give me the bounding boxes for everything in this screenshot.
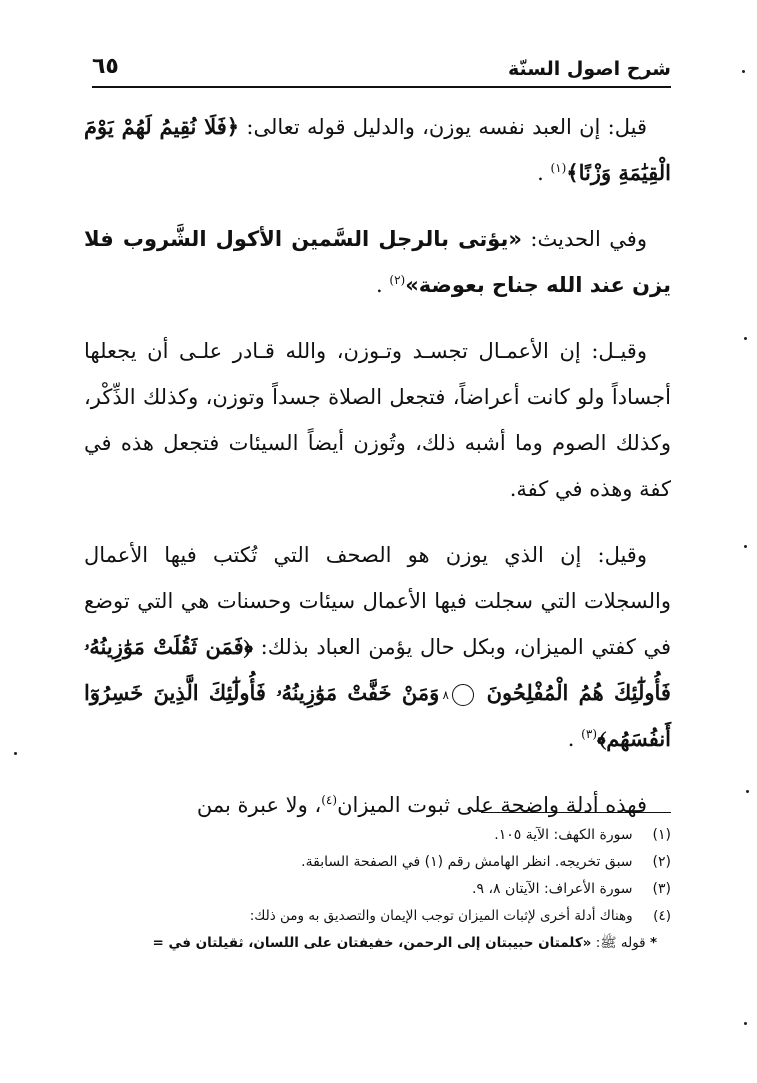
margin-speck: [746, 790, 749, 793]
p2-intro: وفي الحديث:: [530, 227, 647, 251]
p1-end: .: [537, 161, 544, 185]
margin-speck: [744, 337, 747, 340]
footnote-ref-2[interactable]: (٢): [389, 273, 406, 287]
p4-intro: وقيل: إن الذي يوزن هو الصحف التي تُكتب فيها الأعمال والسجلات التي سجلت فيها الأعمال سيئات وحسنات هي التي توضع في كفتي الميزان، وبكل حال يؤمن العباد بذلك:: [84, 543, 671, 659]
footnote-text: وهناك أدلة أخرى لإثبات الميزان توجب الإيمان والتصديق به ومن ذلك:: [249, 908, 633, 924]
footnote-bullet-intro: قوله ﷺ:: [595, 935, 646, 951]
margin-speck: [742, 70, 745, 73]
footnote-text: سورة الأعراف: الآيتان ٨، ٩.: [472, 881, 633, 897]
running-title: شرح اصول السنّة: [508, 58, 671, 80]
footnote-number: (٣): [652, 881, 671, 897]
footnote-ref-1[interactable]: (١): [550, 161, 567, 175]
star-bullet-icon: *: [649, 935, 657, 951]
footnotes: [86, 822, 671, 957]
footnote-2: [86, 849, 671, 876]
footnote-text: سورة الكهف: الآية ١٠٥.: [494, 827, 633, 843]
p1-intro: قيل: إن العبد نفسه يوزن، والدليل قوله تعالى:: [246, 115, 647, 139]
p3-text: وقيـل: إن الأعمـال تجسـد وتـوزن، والله قـادر علـى أن يجعلها أجساداً ولو كانت أعراضاً، فتجعل الصلاة جسداً وتوزن، وكذلك الذِّكْر، وكذلك الصوم وما أشبه ذلك، وتُوزن أيضاً السيئات فتجعل هذه في كفة وهذه في كفة.: [84, 339, 671, 501]
quran-verse-kahf: ﴿فَلَا نُقِيمُ لَهُمْ يَوْمَ الْقِيَٰمَةِ وَزْنًا﴾: [84, 114, 671, 185]
page-number: ٦٥: [92, 54, 119, 79]
footnote-4: [86, 903, 671, 930]
margin-speck: [14, 752, 17, 755]
footnote-separator: [481, 812, 671, 813]
ayah-number-marker: ٨: [452, 684, 474, 706]
page-header: [92, 52, 671, 88]
p5-text: فهذه أدلة واضحة على ثبوت الميزان: [337, 793, 647, 817]
quran-verse-araf-b: وَمَنْ خَفَّتْ مَوَٰزِينُهُۥ فَأُولَٰٓئِكَ الَّذِينَ خَسِرُوٓا أَنفُسَهُم﴾: [84, 680, 671, 751]
quran-verse-araf-a: ﴿فَمَن ثَقُلَتْ مَوَٰزِينُهُۥ فَأُولَٰٓئِكَ هُمُ الْمُفْلِحُونَ: [84, 634, 671, 705]
p5-tail: ، ولا عبرة بمن: [196, 793, 322, 817]
footnote-text: سبق تخريجه. انظر الهامش رقم (١) في الصفحة السابقة.: [301, 854, 633, 870]
paragraph-1: [84, 104, 671, 196]
footnote-ref-3[interactable]: (٣): [581, 727, 597, 741]
main-text: [84, 104, 671, 828]
paragraph-4: [84, 532, 671, 762]
footnote-number: (٢): [652, 854, 671, 870]
footnote-1: [86, 822, 671, 849]
footnote-bullet-line: [86, 930, 671, 957]
paragraph-3: [84, 328, 671, 512]
p4-end: .: [567, 727, 575, 751]
footnote-number: (١): [652, 827, 671, 843]
margin-speck: [744, 1022, 747, 1025]
margin-speck: [744, 545, 747, 548]
footnote-hadith: «كلمتان حبيبتان إلى الرحمن، خفيفتان على اللسان، ثقيلتان في =: [152, 935, 592, 951]
paragraph-2: [84, 216, 671, 308]
footnote-number: (٤): [653, 908, 671, 924]
footnote-ref-4[interactable]: (٤): [321, 793, 338, 807]
footnote-3: [86, 876, 671, 903]
hadith-text: «يؤتى بالرجل السَّمين الأكول الشَّروب فلا يزن عند الله جناح بعوضة»: [84, 227, 671, 297]
p2-end: .: [376, 273, 383, 297]
